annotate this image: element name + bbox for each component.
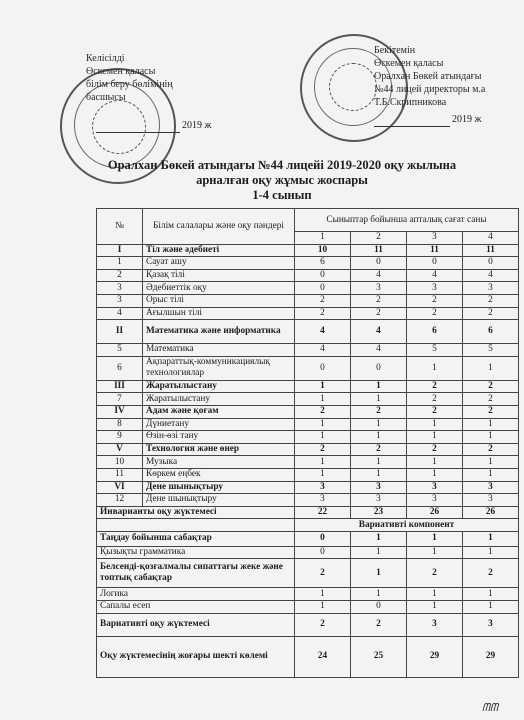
hours-grade-3: 2 [407,294,463,307]
hours-grade-4: 2 [463,559,519,588]
row-number: 6 [97,356,143,380]
hours-grade-2: 1 [351,380,407,393]
variative-component-label: Вариативті компонент [295,519,519,532]
hours-grade-4: 1 [463,468,519,481]
header-subject: Білім салалары және оқу пәндері [143,209,295,245]
hours-grade-4: 1 [463,431,519,444]
table-row [97,418,519,431]
approval-right-line2: Өскемен қаласы [374,58,444,69]
hours-grade-3: 2 [407,559,463,588]
row-subject: Адам және қоғам [143,405,295,418]
table-row [97,307,519,320]
table-section-row [97,320,519,344]
hours-grade-3: 5 [407,344,463,357]
table-section-row [97,443,519,456]
hours-grade-3: 2 [407,405,463,418]
hours-grade-2: 1 [351,393,407,406]
row-subject: Технология және өнер [143,443,295,456]
hours-grade-3: 1 [407,431,463,444]
summary-label: Таңдау бойынша сабақтар [97,531,295,546]
hours-grade-4: 0 [463,257,519,270]
summary-row-invariant [97,506,519,519]
hours-grade-4: 1 [463,588,519,601]
emblem-icon [329,63,377,111]
hours-grade-3: 2 [407,393,463,406]
hours-grade-4: 5 [463,344,519,357]
hours-grade-3: 3 [407,613,463,636]
row-subject: Көркем еңбек [143,468,295,481]
hours-grade-2: 3 [351,481,407,494]
hours-grade-3: 1 [407,468,463,481]
hours-grade-4: 1 [463,531,519,546]
hours-grade-1: 2 [295,613,351,636]
table-row [97,393,519,406]
summary-row-variative-load [97,613,519,636]
hours-grade-1: 2 [295,307,351,320]
row-subject: Математика [143,344,295,357]
hours-grade-3: 1 [407,531,463,546]
row-number: 9 [97,431,143,444]
table-row [97,294,519,307]
table-row [97,257,519,270]
hours-grade-3: 1 [407,601,463,614]
table-section-row [97,405,519,418]
row-subject: Тіл және әдебиеті [143,244,295,257]
hours-grade-2: 3 [351,494,407,507]
header-grade-1: 1 [295,232,351,245]
approval-right-date: 2019 ж [452,114,482,125]
hours-grade-2: 23 [351,506,407,519]
hours-grade-1: 0 [295,531,351,546]
row-number: 3 [97,282,143,295]
row-subject: Ағылшын тілі [143,307,295,320]
hours-grade-3: 26 [407,506,463,519]
hours-grade-4: 2 [463,443,519,456]
page-title: Оралхан Бөкей атындағы №44 лицейі 2019-2020 оқу жылына [107,158,457,172]
hours-grade-4: 4 [463,269,519,282]
signature-line-right [374,126,450,127]
hours-grade-1: 0 [295,546,351,559]
hours-grade-1: 4 [295,344,351,357]
header-weekly-hours: Сыныптар бойынша апталық сағат саны [295,209,519,232]
page-subtitle: арналған оқу жұмыс жоспары [196,173,368,187]
hours-grade-2: 1 [351,418,407,431]
hours-grade-3: 6 [407,320,463,344]
hours-grade-4: 1 [463,356,519,380]
approval-left-line2: Өскемен қаласы [86,66,156,77]
approval-left-line1: Келісілді [86,53,125,64]
table-section-row [97,244,519,257]
row-number: 7 [97,393,143,406]
summary-row-group-work [97,559,519,588]
hours-grade-1: 2 [295,294,351,307]
table-row [97,282,519,295]
hours-grade-2: 25 [351,636,407,677]
hours-grade-4: 2 [463,307,519,320]
hours-grade-1: 1 [295,601,351,614]
table-row [97,269,519,282]
hours-grade-3: 4 [407,269,463,282]
row-number: 1 [97,257,143,270]
row-number: 8 [97,418,143,431]
hours-grade-4: 1 [463,456,519,469]
hours-grade-3: 11 [407,244,463,257]
hours-grade-1: 1 [295,418,351,431]
table-section-row [97,481,519,494]
row-number: 5 [97,344,143,357]
row-subject: Қазақ тілі [143,269,295,282]
table-row [97,431,519,444]
row-subject: Математика және информатика [143,320,295,344]
header-grade-4: 4 [463,232,519,245]
hours-grade-3: 0 [407,257,463,270]
table-row [97,344,519,357]
approval-right-line1: Бекітемін [374,45,416,56]
hours-grade-2: 2 [351,294,407,307]
hours-grade-2: 2 [351,405,407,418]
hours-grade-1: 2 [295,405,351,418]
row-subject: Дүниетану [143,418,295,431]
handwritten-signature: ᗰᗰ [482,702,498,714]
table-header-row [97,209,519,232]
hours-grade-1: 0 [295,282,351,295]
approval-left-date: 2019 ж [182,120,212,131]
hours-grade-3: 2 [407,443,463,456]
hours-grade-1: 1 [295,468,351,481]
table-row [97,494,519,507]
hours-grade-4: 3 [463,613,519,636]
hours-grade-1: 1 [295,380,351,393]
hours-grade-2: 2 [351,307,407,320]
hours-grade-3: 3 [407,481,463,494]
hours-grade-4: 2 [463,405,519,418]
row-subject: Өзін-өзі тану [143,431,295,444]
approval-right-line4: №44 лицей директоры м.а [374,84,486,95]
summary-label: Вариативті оқу жүктемесі [97,613,295,636]
hours-grade-4: 3 [463,494,519,507]
summary-row-grammar [97,546,519,559]
hours-grade-1: 1 [295,431,351,444]
variative-blank [97,519,295,532]
signature-line-left [96,132,180,133]
summary-row-elective [97,531,519,546]
hours-grade-1: 4 [295,320,351,344]
hours-grade-2: 11 [351,244,407,257]
hours-grade-1: 6 [295,257,351,270]
summary-label: Оқу жүктемесінің жоғары шекті көлемі [97,636,295,677]
grade-range: 1-4 сынып [252,188,312,202]
row-number: III [97,380,143,393]
hours-grade-3: 1 [407,356,463,380]
hours-grade-1: 22 [295,506,351,519]
hours-grade-1: 10 [295,244,351,257]
summary-label: Логика [97,588,295,601]
approval-left-block [86,52,173,104]
hours-grade-4: 3 [463,481,519,494]
hours-grade-3: 1 [407,418,463,431]
hours-grade-1: 3 [295,494,351,507]
hours-grade-4: 2 [463,294,519,307]
hours-grade-3: 29 [407,636,463,677]
emblem-icon [92,100,146,154]
hours-grade-2: 1 [351,531,407,546]
approval-right-block [374,44,485,109]
hours-grade-2: 1 [351,559,407,588]
hours-grade-4: 3 [463,282,519,295]
curriculum-table [96,208,519,678]
row-subject: Дене шынықтыру [143,494,295,507]
hours-grade-4: 11 [463,244,519,257]
hours-grade-2: 1 [351,546,407,559]
row-number: V [97,443,143,456]
row-subject: Дене шынықтыру [143,481,295,494]
hours-grade-4: 2 [463,393,519,406]
approval-left-line4: басшысы [86,92,126,103]
hours-grade-2: 0 [351,601,407,614]
row-number: 4 [97,307,143,320]
row-number: 3 [97,294,143,307]
row-number: II [97,320,143,344]
row-number: 10 [97,456,143,469]
table-section-row [97,380,519,393]
hours-grade-2: 1 [351,431,407,444]
hours-grade-1: 2 [295,559,351,588]
hours-grade-4: 1 [463,418,519,431]
hours-grade-2: 4 [351,320,407,344]
table-row [97,468,519,481]
hours-grade-2: 2 [351,443,407,456]
row-number: VI [97,481,143,494]
hours-grade-2: 1 [351,456,407,469]
row-subject: Әдебиеттік оқу [143,282,295,295]
header-grade-3: 3 [407,232,463,245]
hours-grade-2: 1 [351,468,407,481]
hours-grade-3: 2 [407,307,463,320]
hours-grade-3: 1 [407,588,463,601]
row-number: 11 [97,468,143,481]
row-subject: Ақпараттық-коммуникациялық технологиялар [143,356,295,380]
hours-grade-2: 4 [351,269,407,282]
hours-grade-1: 1 [295,456,351,469]
header-grade-2: 2 [351,232,407,245]
header-num: № [97,209,143,245]
summary-label: Қызықты грамматика [97,546,295,559]
hours-grade-4: 29 [463,636,519,677]
hours-grade-1: 1 [295,393,351,406]
row-subject: Жаратылыстану [143,380,295,393]
hours-grade-3: 2 [407,380,463,393]
hours-grade-2: 0 [351,257,407,270]
summary-row-counting [97,601,519,614]
hours-grade-4: 2 [463,380,519,393]
hours-grade-3: 1 [407,456,463,469]
summary-row-max-load [97,636,519,677]
row-subject: Музыка [143,456,295,469]
hours-grade-3: 1 [407,546,463,559]
hours-grade-3: 3 [407,282,463,295]
row-subject: Сауат ашу [143,257,295,270]
hours-grade-4: 26 [463,506,519,519]
hours-grade-1: 3 [295,481,351,494]
row-number: IV [97,405,143,418]
hours-grade-2: 4 [351,344,407,357]
row-number: 12 [97,494,143,507]
row-number: I [97,244,143,257]
variative-component-row [97,519,519,532]
summary-label: Белсенді-қозғалмалы сипаттағы жеке және топтық сабақтар [97,559,295,588]
hours-grade-3: 3 [407,494,463,507]
hours-grade-1: 2 [295,443,351,456]
approval-left-line3: білім беру бөлімінің [86,79,173,90]
hours-grade-2: 0 [351,356,407,380]
hours-grade-1: 1 [295,588,351,601]
summary-label: Сапалы есеп [97,601,295,614]
hours-grade-4: 1 [463,601,519,614]
row-subject: Жаратылыстану [143,393,295,406]
hours-grade-2: 3 [351,282,407,295]
hours-grade-1: 0 [295,356,351,380]
hours-grade-4: 1 [463,546,519,559]
approval-right-line5: Т.Б.Скрипникова [374,97,447,108]
hours-grade-1: 0 [295,269,351,282]
table-row [97,356,519,380]
row-subject: Орыс тілі [143,294,295,307]
hours-grade-2: 1 [351,588,407,601]
hours-grade-4: 6 [463,320,519,344]
row-number: 2 [97,269,143,282]
summary-row-logic [97,588,519,601]
table-row [97,456,519,469]
hours-grade-2: 2 [351,613,407,636]
hours-grade-1: 24 [295,636,351,677]
summary-label: Инварианты оқу жүктемесі [97,506,295,519]
approval-right-line3: Оралхан Бөкей атындағы [374,71,482,82]
